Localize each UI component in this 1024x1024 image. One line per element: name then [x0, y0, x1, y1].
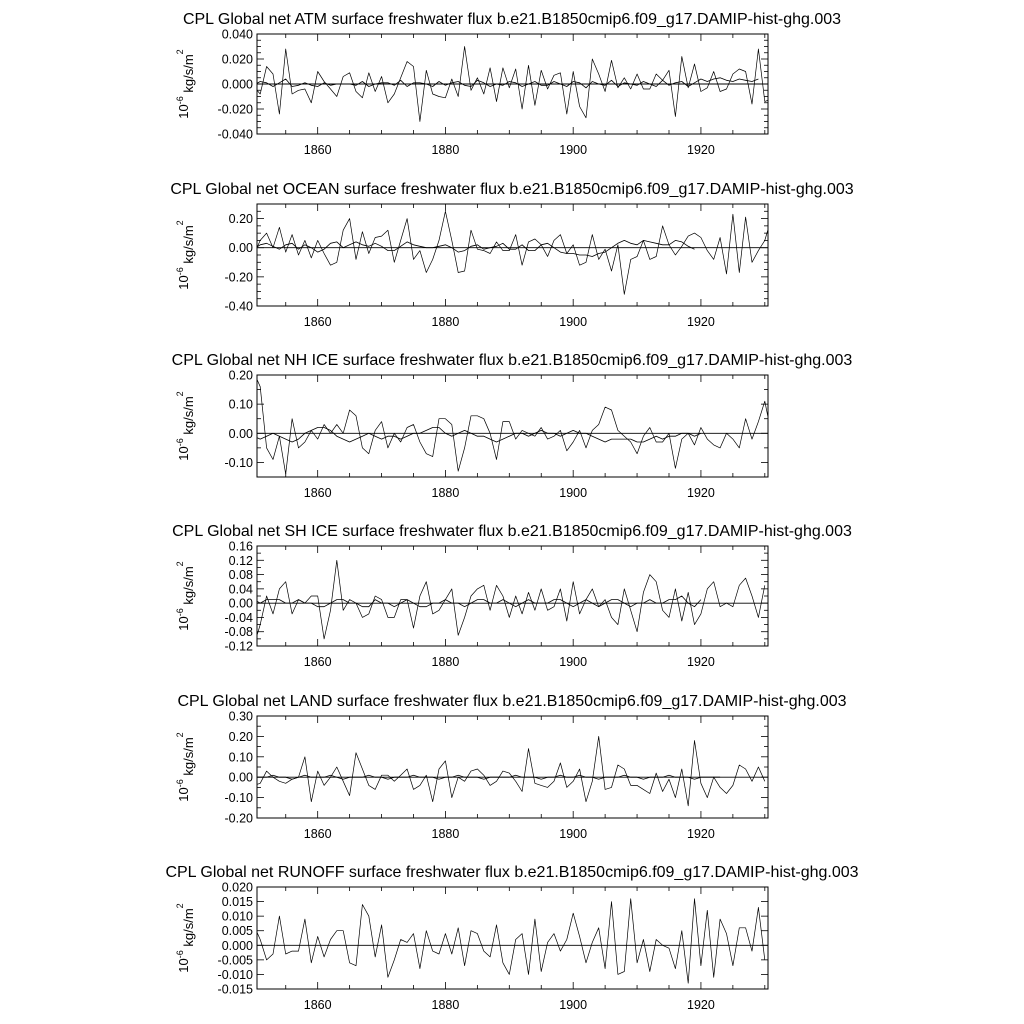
plot-frame: [257, 716, 768, 818]
x-tick-label: 1880: [431, 486, 460, 500]
series-line-annual: [254, 211, 810, 294]
y-tick-label: 0.10: [228, 397, 253, 412]
y-tick-label: -0.12: [224, 639, 253, 654]
y-tick-label: 0.015: [221, 895, 253, 910]
y-axis-label-exp: -6: [175, 438, 185, 447]
panel-6: [165, 864, 858, 1012]
x-tick-label: 1920: [687, 827, 715, 841]
y-tick-label: 0.020: [221, 52, 253, 67]
x-tick-label: 1880: [431, 655, 460, 669]
y-axis-label-exp: -6: [175, 950, 185, 959]
y-tick-label: 0.00: [228, 241, 253, 256]
series-line-annual: [254, 736, 765, 805]
y-axis-label: [175, 49, 196, 118]
y-tick-label: -0.015: [217, 982, 253, 997]
y-axis-label: [175, 391, 196, 460]
series-line-smoothed: [254, 596, 701, 607]
x-tick-label: 1880: [431, 143, 460, 157]
panel-2: [170, 181, 853, 329]
y-axis-label-prefix: 10: [176, 446, 191, 461]
x-tick-label: 1880: [431, 827, 460, 841]
y-tick-label: 0.04: [228, 582, 253, 597]
y-axis-label-unit-exp: 2: [175, 561, 185, 567]
y-tick-label: 0.20: [228, 212, 253, 227]
y-tick-label: 0.00: [228, 770, 253, 785]
x-tick-label: 1900: [559, 827, 588, 841]
y-axis-label-unit: kg/s/m: [181, 225, 196, 268]
x-tick-label: 1900: [559, 143, 588, 157]
y-axis-label: [175, 732, 196, 801]
panel-5: [175, 693, 847, 841]
panel-title: CPL Global net LAND surface freshwater flux b.e21.B1850cmip6.f09_g17.DAMIP-hist-ghg.003: [177, 693, 847, 710]
x-tick-label: 1860: [303, 998, 332, 1012]
panel-title: CPL Global net NH ICE surface freshwater flux b.e21.B1850cmip6.f09_g17.DAMIP-hist-ghg.003: [171, 352, 853, 369]
series-line-smoothed: [254, 240, 695, 256]
y-axis-label-prefix: 10: [176, 787, 191, 802]
panel-title: CPL Global net OCEAN surface freshwater flux b.e21.B1850cmip6.f09_g17.DAMIP-hist-ghg.003: [170, 181, 854, 198]
x-tick-label: 1900: [559, 655, 588, 669]
y-tick-label: 0.00: [228, 426, 253, 441]
panel-1: [175, 11, 841, 157]
series-line-smoothed: [254, 78, 759, 88]
y-tick-label: -0.10: [224, 791, 253, 806]
y-axis-label-prefix: 10: [176, 616, 191, 631]
y-tick-label: 0.000: [221, 77, 253, 92]
y-tick-label: -0.10: [224, 455, 253, 470]
y-tick-label: 0.010: [221, 909, 253, 924]
y-tick-label: -0.08: [224, 625, 253, 640]
y-tick-label: -0.20: [224, 811, 253, 826]
y-tick-label: -0.020: [217, 102, 253, 117]
y-axis-label-unit: kg/s/m: [181, 54, 196, 97]
panel-title: CPL Global net RUNOFF surface freshwater flux b.e21.B1850cmip6.f09_g17.DAMIP-hist-ghg.003: [165, 864, 859, 881]
x-tick-label: 1880: [431, 998, 460, 1012]
x-tick-label: 1860: [303, 143, 332, 157]
y-tick-label: 0.00: [228, 596, 253, 611]
y-axis-label-unit: kg/s/m: [181, 396, 196, 439]
y-axis-label-unit: kg/s/m: [181, 737, 196, 780]
y-axis-label: [175, 561, 196, 630]
y-tick-label: 0.020: [221, 880, 253, 895]
y-axis-label-prefix: 10: [176, 104, 191, 119]
plot-frame: [257, 204, 768, 306]
panel-title: CPL Global net ATM surface freshwater flux b.e21.B1850cmip6.f09_g17.DAMIP-hist-ghg.003: [182, 11, 842, 28]
y-tick-label: -0.005: [217, 953, 253, 968]
y-tick-label: 0.12: [228, 553, 253, 568]
y-axis-label-unit: kg/s/m: [181, 566, 196, 609]
x-tick-label: 1860: [303, 486, 332, 500]
y-tick-label: 0.30: [228, 709, 253, 724]
y-axis-label: [175, 903, 196, 972]
y-axis-label-prefix: 10: [176, 275, 191, 290]
x-tick-label: 1900: [559, 486, 588, 500]
y-axis-label-exp: -6: [175, 608, 185, 617]
x-tick-label: 1920: [687, 998, 715, 1012]
y-axis-label-exp: -6: [175, 96, 185, 105]
series-line-smoothed: [254, 428, 701, 443]
series-line-annual: [254, 899, 765, 984]
y-tick-label: 0.20: [228, 729, 253, 744]
y-axis-label-exp: -6: [175, 779, 185, 788]
y-tick-label: 0.08: [228, 568, 253, 583]
x-tick-label: 1920: [687, 486, 715, 500]
y-tick-label: 0.040: [221, 27, 253, 42]
x-tick-label: 1920: [687, 315, 715, 329]
plot-frame: [257, 546, 768, 646]
x-tick-label: 1920: [687, 143, 715, 157]
y-tick-label: 0.10: [228, 750, 253, 765]
x-tick-label: 1860: [303, 655, 332, 669]
x-tick-label: 1920: [687, 655, 715, 669]
y-tick-label: 0.005: [221, 924, 253, 939]
y-tick-label: -0.20: [224, 270, 253, 285]
panel-3: [172, 352, 853, 500]
y-tick-label: -0.40: [224, 299, 253, 314]
y-axis-label-unit-exp: 2: [175, 903, 185, 909]
panel-4: [172, 523, 852, 669]
y-tick-label: -0.04: [224, 610, 253, 625]
panel-title: CPL Global net SH ICE surface freshwater flux b.e21.B1850cmip6.f09_g17.DAMIP-hist-ghg.003: [172, 523, 852, 540]
y-axis-label-prefix: 10: [176, 958, 191, 973]
y-tick-label: -0.010: [217, 967, 253, 982]
y-axis-label: [175, 220, 196, 289]
x-tick-label: 1860: [303, 315, 332, 329]
y-tick-label: 0.16: [228, 539, 253, 554]
x-tick-label: 1860: [303, 827, 332, 841]
y-axis-label-unit-exp: 2: [175, 220, 185, 226]
y-tick-label: -0.040: [217, 127, 253, 142]
x-tick-label: 1900: [559, 998, 588, 1012]
plot-frame: [257, 375, 768, 477]
y-axis-label-unit-exp: 2: [175, 391, 185, 397]
y-tick-label: 0.000: [221, 938, 253, 953]
x-tick-label: 1880: [431, 315, 460, 329]
y-tick-label: 0.20: [228, 368, 253, 383]
y-axis-label-exp: -6: [175, 267, 185, 276]
series-line-annual: [254, 372, 778, 474]
y-axis-label-unit-exp: 2: [175, 49, 185, 55]
y-axis-label-unit: kg/s/m: [181, 908, 196, 951]
y-axis-label-unit-exp: 2: [175, 732, 185, 738]
x-tick-label: 1900: [559, 315, 588, 329]
